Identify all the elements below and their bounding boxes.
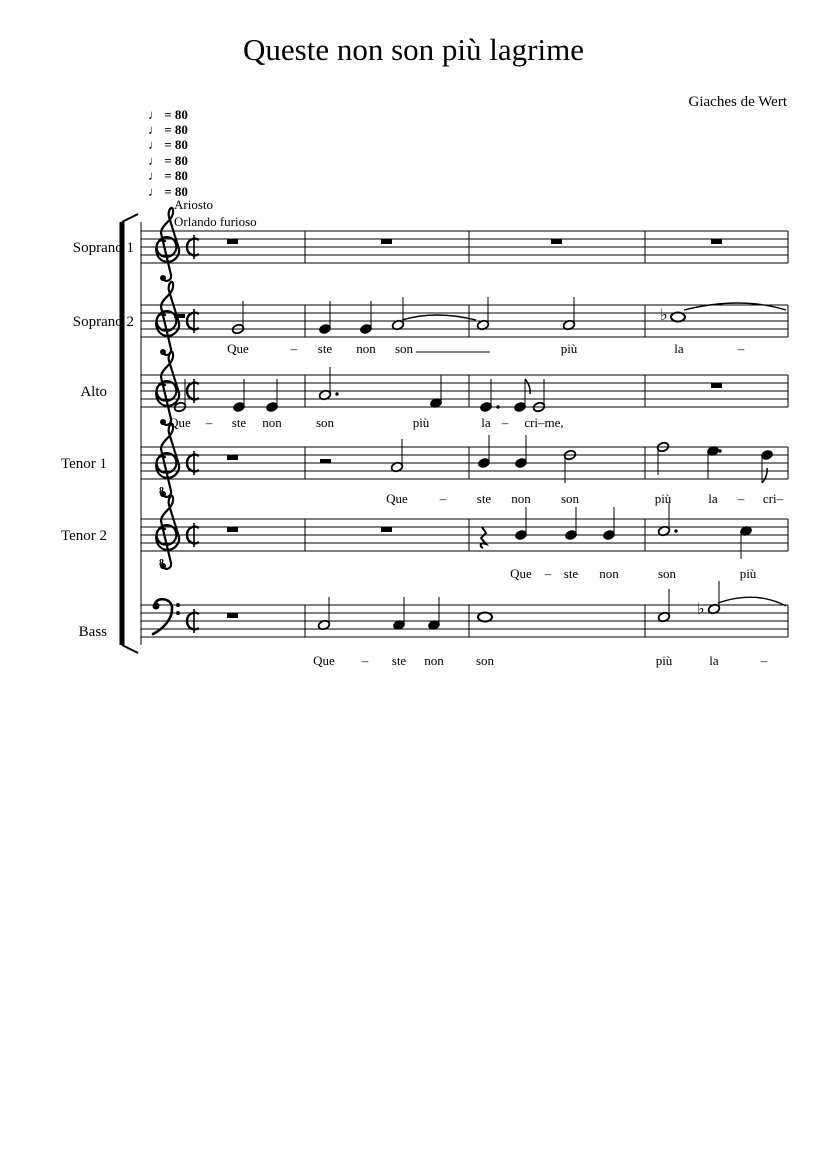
lyric-syllable: son	[394, 341, 414, 356]
staff-bass	[141, 605, 788, 637]
lyric-syllable: non	[599, 566, 619, 581]
tempo-mark: ♩ = 80	[148, 137, 188, 152]
time-signatures	[187, 235, 199, 633]
lyric-syllable: cri–me,	[524, 415, 564, 430]
lyrics-soprano-2	[227, 341, 745, 356]
lyric-syllable: ste	[563, 566, 579, 581]
tempo-mark: ♩ = 80	[148, 107, 188, 122]
lyric-syllable: più	[654, 491, 672, 506]
system-bracket	[122, 214, 141, 653]
lyric-syllable: Que	[169, 415, 191, 430]
tenor-1-notes	[227, 435, 774, 483]
lyric-syllable: più	[560, 341, 578, 356]
lyric-syllable: non	[511, 491, 531, 506]
lyric-hyphen: –	[361, 653, 369, 668]
lyric-syllable: ste	[317, 341, 333, 356]
lyric-hyphen: –	[544, 566, 552, 581]
lyric-hyphen: –	[290, 341, 298, 356]
whole-note	[671, 313, 685, 322]
whole-rest	[227, 613, 238, 618]
lyrics-alto	[169, 415, 564, 430]
lyric-syllable: son	[657, 566, 677, 581]
lyric-syllable: ste	[476, 491, 492, 506]
tempo-mark: ♩ = 80	[148, 168, 188, 183]
flat-sign: ♭	[660, 307, 668, 324]
instrument-name-alto: Alto	[80, 384, 107, 400]
soprano-1-notes	[227, 239, 722, 244]
score-title: Queste non son più lagrime	[243, 32, 584, 67]
lyric-syllable: la	[709, 653, 719, 668]
lyric-syllable: son	[315, 415, 335, 430]
lyric-syllable: non	[262, 415, 282, 430]
clef-octave-mark: 8	[159, 558, 164, 569]
lyric-syllable: la	[708, 491, 718, 506]
lyrics-tenor-2	[510, 566, 757, 581]
whole-rest	[227, 239, 238, 244]
poet-credit: Ariosto	[174, 197, 213, 212]
alto-notes	[173, 367, 722, 413]
lyric-syllable: più	[739, 566, 757, 581]
whole-rest	[711, 239, 722, 244]
quarter-rest	[481, 527, 486, 548]
lyric-syllable: Que	[313, 653, 335, 668]
half-rest	[174, 314, 185, 318]
tie	[402, 315, 476, 320]
lyric-syllable: la	[481, 415, 491, 430]
composer-name: Giaches de Wert	[688, 94, 787, 110]
tempo-mark: ♩ = 80	[148, 153, 188, 168]
lyric-syllable: cri–	[762, 491, 784, 506]
bass-notes	[227, 581, 786, 631]
lyric-syllable: non	[424, 653, 444, 668]
lyric-syllable: Que	[227, 341, 249, 356]
source-credit: Orlando furioso	[174, 214, 257, 229]
staff-tenor-1	[141, 447, 788, 479]
instrument-name-soprano-1: Soprano 1	[72, 240, 134, 256]
whole-rest	[711, 383, 722, 388]
tie	[684, 303, 786, 310]
staff-tenor-2	[141, 519, 788, 551]
lyric-syllable: più	[412, 415, 430, 430]
tempo-mark: ♩ = 80	[148, 122, 188, 137]
instrument-name-tenor-1: Tenor 1	[60, 456, 107, 472]
tempo-marks	[148, 107, 188, 199]
lyric-hyphen: –	[501, 415, 509, 430]
whole-rest	[381, 527, 392, 532]
lyrics-bass	[313, 653, 768, 668]
lyric-syllable: son	[475, 653, 495, 668]
whole-rest	[227, 455, 238, 460]
lyric-syllable: più	[655, 653, 673, 668]
lyric-hyphen: –	[205, 415, 213, 430]
lyric-syllable: la	[674, 341, 684, 356]
lyric-hyphen: –	[737, 341, 745, 356]
lyric-hyphen: –	[760, 653, 768, 668]
treble-clef-icon	[156, 352, 179, 425]
lyric-syllable: ste	[391, 653, 407, 668]
staff-lines	[141, 231, 788, 637]
lyric-syllable: Que	[510, 566, 532, 581]
treble-clef-icon	[156, 282, 179, 355]
lyric-hyphen: –	[737, 491, 745, 506]
instrument-name-soprano-2: Soprano 2	[72, 314, 134, 330]
lyric-syllable: non	[356, 341, 376, 356]
lyric-syllable: ste	[231, 415, 247, 430]
whole-note	[478, 613, 492, 622]
instrument-name-tenor-2: Tenor 2	[60, 528, 107, 544]
staff-soprano-2	[141, 305, 788, 337]
whole-rest	[227, 527, 238, 532]
lyric-syllable: son	[560, 491, 580, 506]
instrument-name-bass: Bass	[78, 624, 107, 640]
lyric-syllable: Que	[386, 491, 408, 506]
flat-sign: ♭	[697, 601, 705, 618]
tempo-mark: ♩ = 80	[148, 184, 188, 199]
clef-octave-mark: 8	[159, 486, 164, 497]
half-rest	[320, 459, 331, 463]
staff-alto	[141, 375, 788, 407]
whole-rest	[381, 239, 392, 244]
lyric-hyphen: –	[439, 491, 447, 506]
whole-rest	[551, 239, 562, 244]
staff-soprano-1	[141, 231, 788, 263]
lyrics-tenor-1	[386, 491, 783, 506]
